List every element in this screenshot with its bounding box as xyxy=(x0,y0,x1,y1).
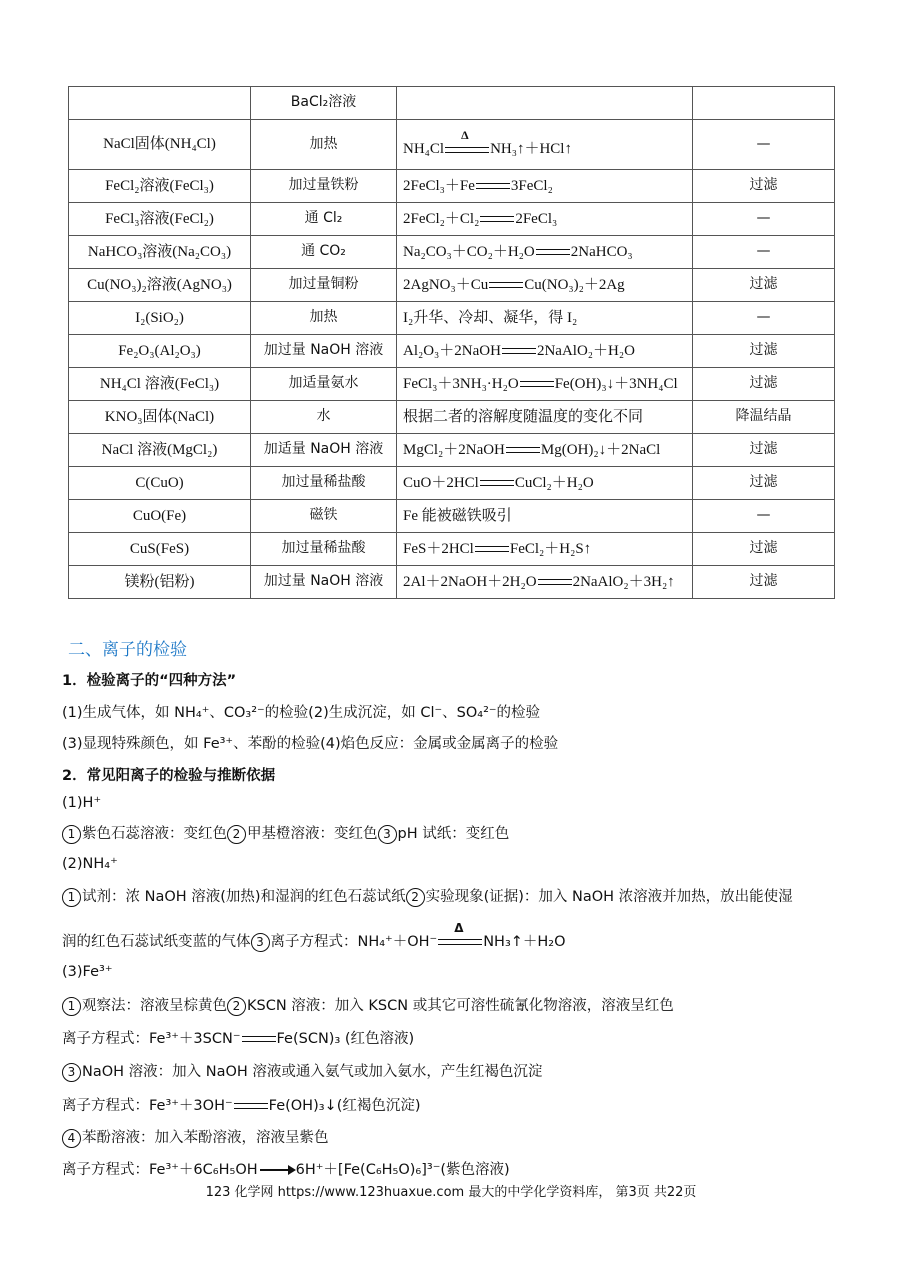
equals-sign xyxy=(502,348,536,354)
reagent-cell: 加过量铁粉 xyxy=(251,170,397,203)
equation-right: FeCl₂＋H₂S↑ xyxy=(509,540,592,557)
h-test-3: pH 试纸：变红色 xyxy=(397,826,510,842)
circle-number: 2 xyxy=(227,997,246,1016)
mixture-cell: NaHCO₃溶液(Na₂CO₃) xyxy=(69,236,251,269)
mixture-cell: NaCl 溶液(MgCl₂) xyxy=(69,434,251,467)
mixture-cell xyxy=(69,87,251,120)
equation-cell xyxy=(397,203,693,236)
method-cell: 过滤 xyxy=(693,434,835,467)
page-footer: 123 化学网 https://www.123huaxue.com 最大的中学化学资料库， 第3页 共22页 xyxy=(205,1185,697,1200)
equation-cell xyxy=(397,434,693,467)
mixture-cell: FeCl₂溶液(FeCl₃) xyxy=(69,170,251,203)
equation-left: FeCl₃＋3NH₃·H₂O xyxy=(403,375,519,392)
table-row xyxy=(69,335,835,368)
mixture-cell: Cu(NO₃)₂溶液(AgNO₃) xyxy=(69,269,251,302)
equation-cell: 根据二者的溶解度随温度的变化不同 xyxy=(397,401,693,434)
method-cell: 过滤 xyxy=(693,269,835,302)
mixture-cell: NH₄Cl 溶液(FeCl₃) xyxy=(69,368,251,401)
equation-left: 2FeCl₂＋Cl₂ xyxy=(403,210,480,227)
fe3-line-3 xyxy=(62,1060,542,1082)
method-cell: 过滤 xyxy=(693,170,835,203)
equation-left: Al₂O₃＋2NaOH xyxy=(403,342,501,359)
circle-number: 3 xyxy=(378,825,397,844)
equation-cell xyxy=(397,467,693,500)
equation-right: CuCl₂＋H₂O xyxy=(514,474,594,491)
nh4-line-1 xyxy=(62,885,793,907)
reagent-cell: BaCl₂溶液 xyxy=(251,87,397,120)
fe3-phenol: 苯酚溶液：加入苯酚溶液，溶液呈紫色 xyxy=(82,1130,329,1146)
reagent-cell: 通 Cl₂ xyxy=(251,203,397,236)
table-row xyxy=(69,401,835,434)
equals-sign xyxy=(506,447,540,453)
equals-sign xyxy=(475,546,509,552)
equation-right: Mg(OH)₂↓＋2NaCl xyxy=(540,441,661,458)
mixture-cell: C(CuO) xyxy=(69,467,251,500)
mixture-cell: KNO₃固体(NaCl) xyxy=(69,401,251,434)
reagent-cell: 磁铁 xyxy=(251,500,397,533)
fe3-line-2 xyxy=(62,1027,414,1048)
equation-cell xyxy=(397,170,693,203)
equation-left: 2FeCl₃＋Fe xyxy=(403,177,475,194)
mixture-cell: CuO(Fe) xyxy=(69,500,251,533)
reagent-cell: 通 CO₂ xyxy=(251,236,397,269)
equation-right: 2NaAlO₂＋H₂O xyxy=(536,342,635,359)
method-line-2: (3)显现特殊颜色，如 Fe³⁺、苯酚的检验(4)焰色反应：金属或金属离子的检验 xyxy=(62,736,559,752)
equals-sign xyxy=(476,183,510,189)
h-ion-tests xyxy=(62,822,509,844)
fe3-eq2-right: Fe(OH)₃↓(红褐色沉淀) xyxy=(268,1098,421,1114)
table-row xyxy=(69,120,835,170)
equation-left: 2AgNO₃＋Cu xyxy=(403,276,489,293)
mixture-cell: FeCl₃溶液(FeCl₂) xyxy=(69,203,251,236)
reagent-cell: 加过量铜粉 xyxy=(251,269,397,302)
reagent-cell: 加过量 NaOH 溶液 xyxy=(251,335,397,368)
nh4-line-2 xyxy=(62,930,566,952)
h-test-2: 甲基橙溶液：变红色 xyxy=(247,826,378,842)
table-row xyxy=(69,566,835,599)
circle-number: 2 xyxy=(406,888,425,907)
circle-number: 1 xyxy=(62,825,81,844)
fe3-eq3-right: 6H⁺＋[Fe(C₆H₅O)₆]³⁻(紫色溶液) xyxy=(295,1162,510,1178)
equals-sign xyxy=(242,1036,276,1042)
equation-left: Na₂CO₃＋CO₂＋H₂O xyxy=(403,243,535,260)
fe3-line-5 xyxy=(62,1126,329,1148)
purification-table xyxy=(68,86,835,599)
equation-left: 2Al＋2NaOH＋2H₂O xyxy=(403,573,537,590)
table-row xyxy=(69,170,835,203)
reagent-cell: 加适量氨水 xyxy=(251,368,397,401)
reagent-cell: 加适量 NaOH 溶液 xyxy=(251,434,397,467)
method-cell: 降温结晶 xyxy=(693,401,835,434)
equation-cell xyxy=(397,269,693,302)
equation-cell: Fe 能被磁铁吸引 xyxy=(397,500,693,533)
nh4-label: (2)NH₄⁺ xyxy=(62,856,118,872)
reagent-cell: 加过量稀盐酸 xyxy=(251,533,397,566)
equation-right: 2NaHCO₃ xyxy=(570,243,633,260)
heating-equals-sign xyxy=(438,939,482,945)
table-row xyxy=(69,368,835,401)
table-row xyxy=(69,467,835,500)
mixture-cell: CuS(FeS) xyxy=(69,533,251,566)
circle-number: 2 xyxy=(227,825,246,844)
fe3-kscn: KSCN 溶液：加入 KSCN 或其它可溶性硫氰化物溶液，溶液呈红色 xyxy=(247,998,674,1014)
equation-cell xyxy=(397,120,693,170)
fe3-label: (3)Fe³⁺ xyxy=(62,964,113,980)
reagent-cell: 加热 xyxy=(251,302,397,335)
table-row xyxy=(69,87,835,120)
equation-right: 2FeCl₃ xyxy=(515,210,558,227)
section-title: 二、离子的检验 xyxy=(68,640,187,660)
method-cell: 过滤 xyxy=(693,566,835,599)
equation-cell xyxy=(397,368,693,401)
method-cell: — xyxy=(693,500,835,533)
equation-right: 2NaAlO₂＋3H₂↑ xyxy=(572,573,675,590)
equals-sign xyxy=(536,249,570,255)
table-row xyxy=(69,500,835,533)
table-row xyxy=(69,533,835,566)
equation-cell xyxy=(397,533,693,566)
equation-left: NH₄Cl xyxy=(403,141,445,158)
equation-right: 3FeCl₂ xyxy=(510,177,553,194)
method-cell: 过滤 xyxy=(693,467,835,500)
mixture-cell: NaCl固体(NH₄Cl) xyxy=(69,120,251,170)
equation-right: Cu(NO₃)₂＋2Ag xyxy=(524,276,625,293)
circle-number: 1 xyxy=(62,997,81,1016)
heading-cation-tests: 2．常见阳离子的检验与推断依据 xyxy=(62,768,276,784)
equation-cell xyxy=(397,87,693,120)
method-cell: 过滤 xyxy=(693,533,835,566)
method-cell: — xyxy=(693,203,835,236)
fe3-eq3-left: 离子方程式：Fe³⁺＋6C₆H₅OH xyxy=(62,1162,258,1178)
fe3-observe: 观察法：溶液呈棕黄色 xyxy=(82,998,227,1014)
table-row xyxy=(69,302,835,335)
equation-right: NH₃↑＋HCl↑ xyxy=(490,141,572,158)
equation-cell: I₂升华、冷却、凝华，得 I₂ xyxy=(397,302,693,335)
method-cell: 过滤 xyxy=(693,335,835,368)
nh4-phenomenon: 实验现象(证据)：加入 NaOH 浓溶液并加热，放出能使湿 xyxy=(425,889,793,905)
method-cell: — xyxy=(693,236,835,269)
table-row xyxy=(69,203,835,236)
method-cell: — xyxy=(693,120,835,170)
method-line-1: (1)生成气体，如 NH₄⁺、CO₃²⁻的检验(2)生成沉淀，如 Cl⁻、SO₄²⁻的检验 xyxy=(62,705,541,721)
reagent-cell: 加过量稀盐酸 xyxy=(251,467,397,500)
circle-number: 1 xyxy=(62,888,81,907)
equals-sign xyxy=(234,1103,268,1109)
circle-number: 3 xyxy=(251,933,270,952)
nh4-equation-left: 离子方程式：NH₄⁺＋OH⁻ xyxy=(270,934,438,950)
mixture-cell: I₂(SiO₂) xyxy=(69,302,251,335)
mixture-cell: Fe₂O₃(Al₂O₃) xyxy=(69,335,251,368)
equals-sign xyxy=(538,579,572,585)
equals-sign xyxy=(480,480,514,486)
fe3-eq1-left: 离子方程式：Fe³⁺＋3SCN⁻ xyxy=(62,1031,241,1047)
reagent-cell: 加过量 NaOH 溶液 xyxy=(251,566,397,599)
equation-left: FeS＋2HCl xyxy=(403,540,474,557)
equals-sign xyxy=(520,381,554,387)
fe3-eq2-left: 离子方程式：Fe³⁺＋3OH⁻ xyxy=(62,1098,233,1114)
equation-right: Fe(OH)₃↓＋3NH₄Cl xyxy=(554,375,678,392)
reagent-cell: 水 xyxy=(251,401,397,434)
circle-number: 4 xyxy=(62,1129,81,1148)
mixture-cell: 镁粉(铝粉) xyxy=(69,566,251,599)
table-row xyxy=(69,269,835,302)
equation-cell xyxy=(397,335,693,368)
method-cell: 过滤 xyxy=(693,368,835,401)
table-row xyxy=(69,434,835,467)
nh4-equation-right: NH₃↑＋H₂O xyxy=(483,934,566,950)
heading-four-methods: 1．检验离子的“四种方法” xyxy=(62,673,237,689)
equation-cell xyxy=(397,236,693,269)
equation-cell xyxy=(397,566,693,599)
fe3-line-6 xyxy=(62,1158,510,1179)
h-test-1: 紫色石蕊溶液：变红色 xyxy=(82,826,227,842)
fe3-line-4 xyxy=(62,1094,421,1115)
circle-number: 3 xyxy=(62,1063,81,1082)
method-cell: — xyxy=(693,302,835,335)
equals-sign xyxy=(489,282,523,288)
method-cell xyxy=(693,87,835,120)
equals-sign xyxy=(480,216,514,222)
nh4-phenomenon-cont: 润的红色石蕊试纸变蓝的气体 xyxy=(62,934,251,950)
fe3-naoh: NaOH 溶液：加入 NaOH 溶液或通入氨气或加入氨水，产生红褐色沉淀 xyxy=(82,1064,543,1080)
arrow-sign xyxy=(260,1169,294,1171)
fe3-eq1-right: Fe(SCN)₃ (红色溶液) xyxy=(276,1031,415,1047)
table-row xyxy=(69,236,835,269)
equation-left: MgCl₂＋2NaOH xyxy=(403,441,505,458)
heating-equals-sign xyxy=(445,147,489,153)
fe3-line-1 xyxy=(62,994,674,1016)
equation-left: CuO＋2HCl xyxy=(403,474,479,491)
nh4-reagent: 试剂：浓 NaOH 溶液(加热)和湿润的红色石蕊试纸 xyxy=(82,889,406,905)
reagent-cell: 加热 xyxy=(251,120,397,170)
h-ion-label: (1)H⁺ xyxy=(62,795,102,811)
